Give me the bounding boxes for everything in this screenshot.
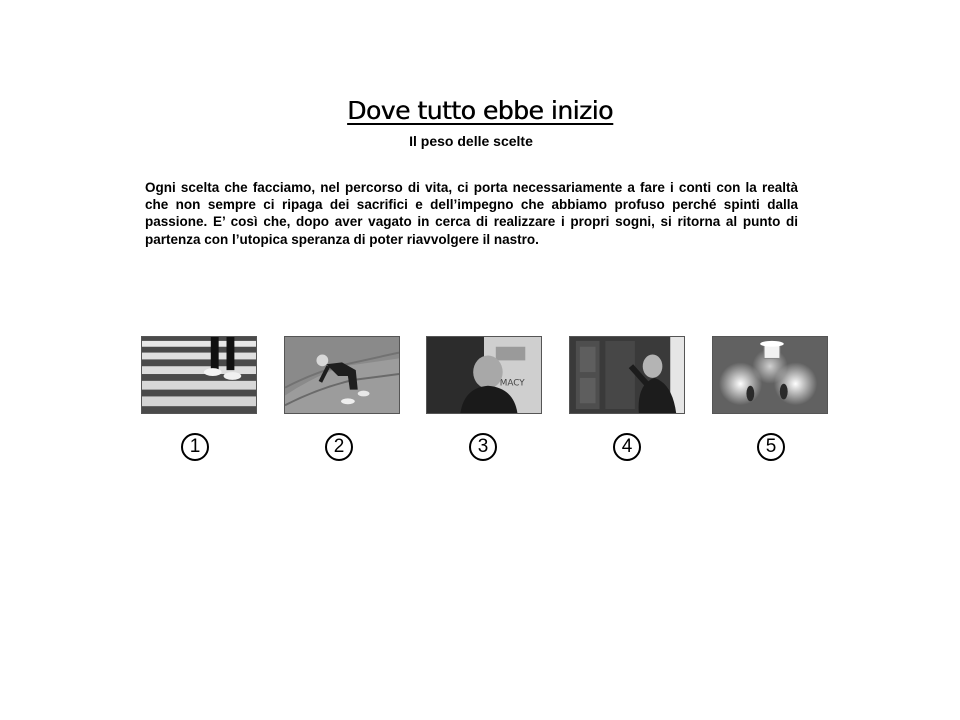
photo-number-2: 2 <box>325 433 353 461</box>
page-subtitle: Il peso delle scelte <box>409 133 533 149</box>
photo-2-child-on-steps <box>284 336 400 414</box>
intro-paragraph: Ogni scelta che facciamo, nel percorso di vita, ci porta necessariamente a fare i conti con la realtà che non sempre ci ripaga dei sacrifici e dell’impegno che abbiamo profuso perché spinti dalla passione. E’ così che, dopo aver vagato in cerca di realizzare i propri sogni, si ritorna al punto di partenza con l’utopica speranza di poter riavvolgere il nastro. <box>145 180 798 247</box>
photo-number-4: 4 <box>613 433 641 461</box>
photo-number-5: 5 <box>757 433 785 461</box>
photo-number-3: 3 <box>469 433 497 461</box>
page-title: Dove tutto ebbe inizio <box>347 96 613 125</box>
photo-3-sign-text: MACY <box>499 378 525 389</box>
photo-number-1: 1 <box>181 433 209 461</box>
photo-3-back-of-person <box>426 336 542 414</box>
photo-5-glowing-shoes <box>712 336 828 414</box>
photo-1-crosswalk <box>141 336 257 414</box>
photo-4-person-at-door <box>569 336 685 414</box>
